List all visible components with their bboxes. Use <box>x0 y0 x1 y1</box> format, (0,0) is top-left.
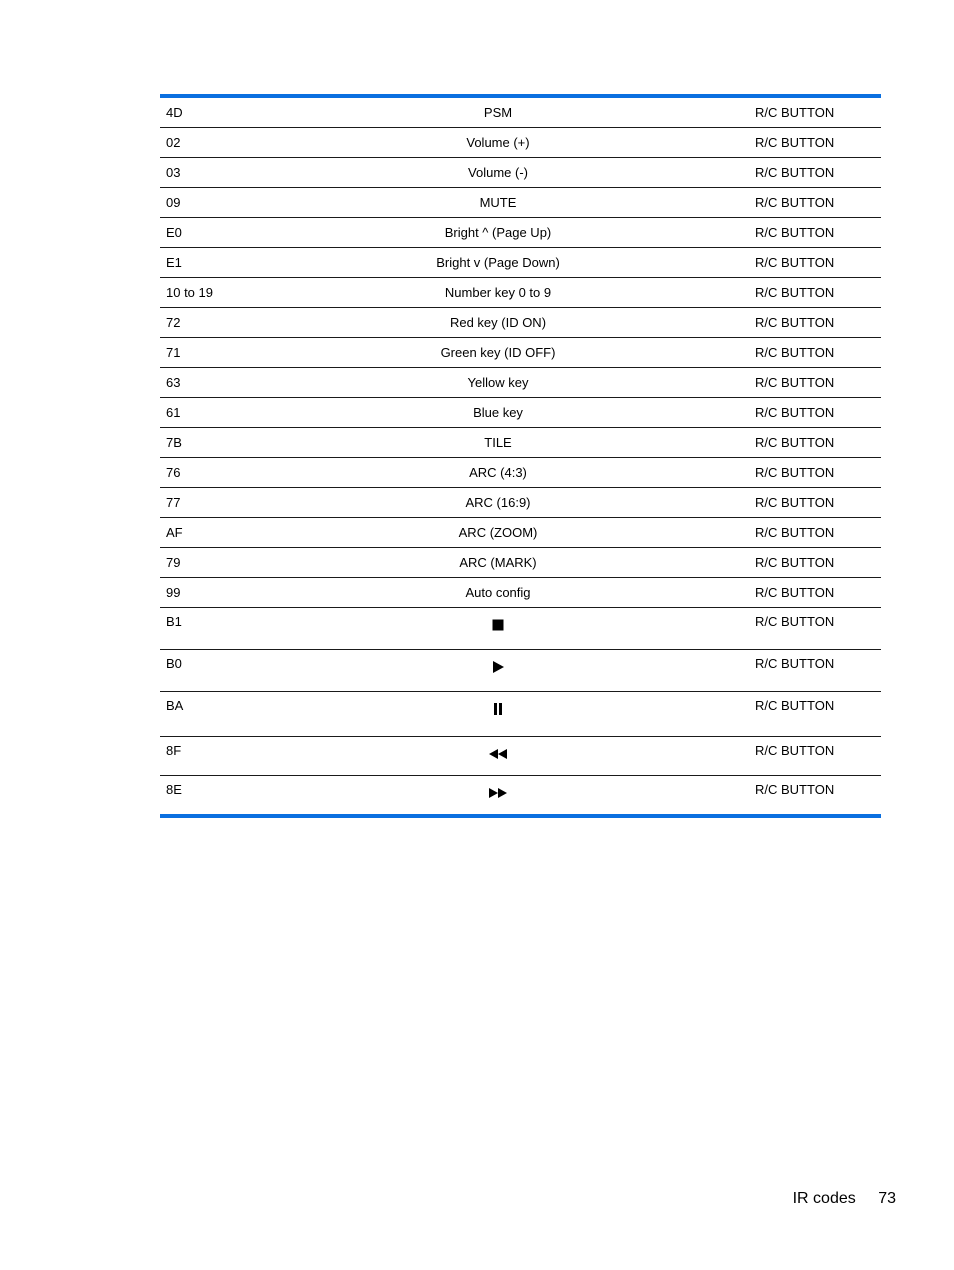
type-cell: R/C BUTTON <box>574 428 881 458</box>
ir-codes-table <box>160 94 881 818</box>
type-cell: R/C BUTTON <box>574 650 881 692</box>
type-cell: R/C BUTTON <box>574 608 881 650</box>
type-cell: R/C BUTTON <box>574 308 881 338</box>
ir-code-cell: 8F <box>160 737 422 776</box>
table-row <box>160 518 881 548</box>
table-row <box>160 158 881 188</box>
pause-icon <box>491 702 505 716</box>
table-row <box>160 96 881 128</box>
table-row <box>160 488 881 518</box>
function-cell: PSM <box>422 96 574 128</box>
table-row <box>160 776 881 817</box>
table-body <box>160 96 881 816</box>
page-number: 73 <box>878 1190 896 1207</box>
table-row <box>160 737 881 776</box>
ir-code-cell: 4D <box>160 96 422 128</box>
function-cell: ARC (MARK) <box>422 548 574 578</box>
function-cell: Bright v (Page Down) <box>422 248 574 278</box>
ir-code-cell: AF <box>160 518 422 548</box>
table-row <box>160 278 881 308</box>
type-cell: R/C BUTTON <box>755 782 835 797</box>
table-row <box>160 578 881 608</box>
ir-code-cell: 77 <box>160 488 422 518</box>
type-cell: R/C BUTTON <box>574 188 881 218</box>
ir-code-cell: 99 <box>160 578 422 608</box>
ir-code-cell: 61 <box>160 398 422 428</box>
type-cell: R/C BUTTON <box>574 578 881 608</box>
table-row <box>160 188 881 218</box>
ir-code-cell: 72 <box>160 308 422 338</box>
function-cell: Red key (ID ON) <box>422 308 574 338</box>
page-footer <box>793 1190 896 1208</box>
function-cell: Green key (ID OFF) <box>422 338 574 368</box>
type-cell: R/C BUTTON <box>574 458 881 488</box>
ir-code-cell: 71 <box>160 338 422 368</box>
function-cell <box>422 692 574 737</box>
table-row <box>160 428 881 458</box>
type-cell: R/C BUTTON <box>574 128 881 158</box>
table-row <box>160 368 881 398</box>
ir-code-cell: 63 <box>160 368 422 398</box>
function-cell: MUTE <box>422 188 574 218</box>
footer-section-title: IR codes <box>792 1190 856 1207</box>
ir-code-cell: 09 <box>160 188 422 218</box>
type-cell: R/C BUTTON <box>574 548 881 578</box>
type-cell: R/C BUTTON <box>574 737 881 776</box>
type-cell: R/C BUTTON <box>574 278 881 308</box>
table-row <box>160 248 881 278</box>
rewind-icon <box>488 747 508 761</box>
type-cell: R/C BUTTON <box>574 158 881 188</box>
function-cell: Volume (-) <box>422 158 574 188</box>
table-row <box>160 458 881 488</box>
ir-code-cell: 79 <box>160 548 422 578</box>
table-row <box>160 692 881 737</box>
type-cell: R/C BUTTON <box>574 398 881 428</box>
type-cell: R/C BUTTON <box>574 488 881 518</box>
function-cell: TILE <box>422 428 574 458</box>
ir-code-cell: 8E <box>166 782 182 797</box>
type-cell: R/C BUTTON <box>574 218 881 248</box>
ir-code-cell: 03 <box>160 158 422 188</box>
function-cell <box>422 650 574 692</box>
function-cell: ARC (16:9) <box>422 488 574 518</box>
table-row <box>160 338 881 368</box>
function-cell: Bright ^ (Page Up) <box>422 218 574 248</box>
type-cell: R/C BUTTON <box>574 368 881 398</box>
fast-forward-icon <box>488 786 508 800</box>
stop-icon <box>491 618 505 632</box>
type-cell: R/C BUTTON <box>574 96 881 128</box>
function-cell: Yellow key <box>422 368 574 398</box>
function-cell <box>422 737 574 776</box>
function-cell: Auto config <box>422 578 574 608</box>
function-cell: ARC (4:3) <box>422 458 574 488</box>
ir-code-cell: E0 <box>160 218 422 248</box>
function-cell: Blue key <box>422 398 574 428</box>
ir-code-cell: 76 <box>160 458 422 488</box>
table-row <box>160 608 881 650</box>
ir-code-cell: B1 <box>160 608 422 650</box>
ir-code-cell: BA <box>160 692 422 737</box>
type-cell: R/C BUTTON <box>574 518 881 548</box>
function-cell: Number key 0 to 9 <box>422 278 574 308</box>
table-row <box>160 128 881 158</box>
table-row <box>160 548 881 578</box>
table-row <box>160 218 881 248</box>
function-cell <box>422 776 574 817</box>
ir-code-cell: 02 <box>160 128 422 158</box>
function-cell: Volume (+) <box>422 128 574 158</box>
type-cell: R/C BUTTON <box>574 692 881 737</box>
type-cell: R/C BUTTON <box>574 338 881 368</box>
function-cell: ARC (ZOOM) <box>422 518 574 548</box>
function-cell <box>422 608 574 650</box>
ir-code-cell: B0 <box>160 650 422 692</box>
ir-code-cell: E1 <box>160 248 422 278</box>
type-cell: R/C BUTTON <box>574 248 881 278</box>
play-icon <box>491 660 505 674</box>
table-row <box>160 308 881 338</box>
table-row <box>160 650 881 692</box>
ir-code-cell: 7B <box>160 428 422 458</box>
table-row <box>160 398 881 428</box>
ir-code-cell: 10 to 19 <box>160 278 422 308</box>
